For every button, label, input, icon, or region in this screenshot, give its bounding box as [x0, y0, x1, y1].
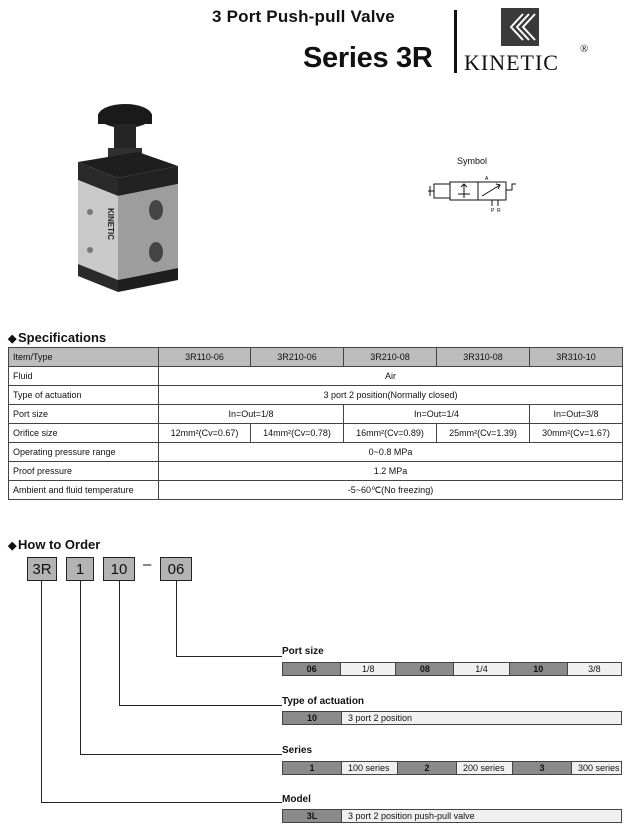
option-code: 10: [509, 663, 567, 675]
code-series-size: 1: [66, 557, 94, 581]
column-header: 3R210-06: [251, 348, 344, 367]
table-cell: 1.2 MPa: [159, 462, 623, 481]
code-dash: –: [143, 556, 152, 573]
specifications-table: [8, 347, 623, 500]
diamond-bullet-icon: ◆: [8, 333, 17, 345]
actuation-options: [282, 711, 622, 725]
series-title: Series: [282, 745, 313, 756]
table-row: [9, 386, 623, 405]
table-cell: 25mm²(Cv=1.39): [437, 424, 530, 443]
table-cell: 14mm²(Cv=0.78): [251, 424, 344, 443]
connector-line: [41, 581, 42, 802]
option-code: 3L: [283, 810, 341, 822]
svg-text:P: P: [491, 208, 495, 214]
row-label: Orifice size: [9, 424, 159, 443]
table-row: [9, 462, 623, 481]
code-actuation: 10: [103, 557, 135, 581]
option-code: 3: [512, 762, 571, 774]
connector-line: [176, 581, 177, 656]
row-label: Ambient and fluid temperature: [9, 481, 159, 500]
option-code: 06: [283, 663, 340, 675]
table-row: [9, 481, 623, 500]
option-code: 10: [283, 712, 341, 724]
code-series: 3R: [27, 557, 57, 581]
kinetic-logo-icon: [501, 8, 539, 46]
row-label: Operating pressure range: [9, 443, 159, 462]
table-cell: 12mm²(Cv=0.67): [159, 424, 251, 443]
option-value: 1/8: [340, 663, 395, 675]
option-value: 100 series: [341, 762, 397, 774]
connector-line: [41, 802, 282, 803]
svg-text:KINETIC: KINETIC: [106, 208, 115, 240]
actuation-title: Type of actuation: [282, 696, 365, 707]
table-cell: -5~60℃(No freezing): [159, 481, 623, 500]
registered-mark: ®: [580, 43, 589, 55]
table-cell: 3 port 2 position(Normally closed): [159, 386, 623, 405]
connector-line: [176, 656, 282, 657]
port-size-title: Port size: [282, 646, 324, 657]
svg-text:R: R: [497, 208, 501, 214]
row-label: Fluid: [9, 367, 159, 386]
row-label: Type of actuation: [9, 386, 159, 405]
table-row: [9, 443, 623, 462]
header-divider: [454, 10, 457, 73]
table-cell: In=Out=1/4: [344, 405, 530, 424]
table-header-row: [9, 348, 623, 367]
table-cell: Air: [159, 367, 623, 386]
connector-line: [119, 581, 120, 705]
connector-line: [119, 705, 282, 706]
series-options: [282, 761, 622, 775]
option-code: 1: [283, 762, 341, 774]
column-header: 3R110-06: [159, 348, 251, 367]
column-header: 3R310-10: [530, 348, 623, 367]
valve-symbol-diagram: [428, 172, 523, 219]
column-header: 3R310-08: [437, 348, 530, 367]
diamond-bullet-icon: ◆: [8, 540, 17, 552]
table-cell: In=Out=3/8: [530, 405, 623, 424]
option-code: 08: [395, 663, 453, 675]
port-size-options: [282, 662, 622, 676]
option-value: 200 series: [456, 762, 512, 774]
how-to-order-heading: ◆ How to Order: [8, 537, 101, 552]
table-row: [9, 424, 623, 443]
column-header: Item/Type: [9, 348, 159, 367]
connector-line: [80, 754, 282, 755]
option-code: 2: [397, 762, 456, 774]
option-value: 1/4: [453, 663, 508, 675]
table-cell: In=Out=1/8: [159, 405, 344, 424]
model-options: [282, 809, 622, 823]
option-value: 3/8: [567, 663, 621, 675]
page-title: 3 Port Push-pull Valve: [212, 7, 395, 26]
connector-line: [80, 581, 81, 754]
symbol-label: Symbol: [457, 156, 488, 166]
column-header: 3R210-08: [344, 348, 437, 367]
option-value: 3 port 2 position push-pull valve: [341, 810, 621, 822]
svg-text:A: A: [485, 176, 489, 182]
table-cell: 0~0.8 MPa: [159, 443, 623, 462]
table-row: [9, 367, 623, 386]
specifications-heading: ◆ Specifications: [8, 330, 107, 345]
row-label: Port size: [9, 405, 159, 424]
table-row: [9, 405, 623, 424]
product-image: [60, 100, 190, 305]
series-title: Series 3R: [303, 42, 433, 74]
brand-name: KINETIC: [464, 50, 559, 75]
table-cell: 16mm²(Cv=0.89): [344, 424, 437, 443]
option-value: 300 series: [571, 762, 621, 774]
option-value: 3 port 2 position: [341, 712, 621, 724]
code-port-size: 06: [160, 557, 192, 581]
model-title: Model: [282, 794, 311, 805]
row-label: Proof pressure: [9, 462, 159, 481]
table-cell: 30mm²(Cv=1.67): [530, 424, 623, 443]
